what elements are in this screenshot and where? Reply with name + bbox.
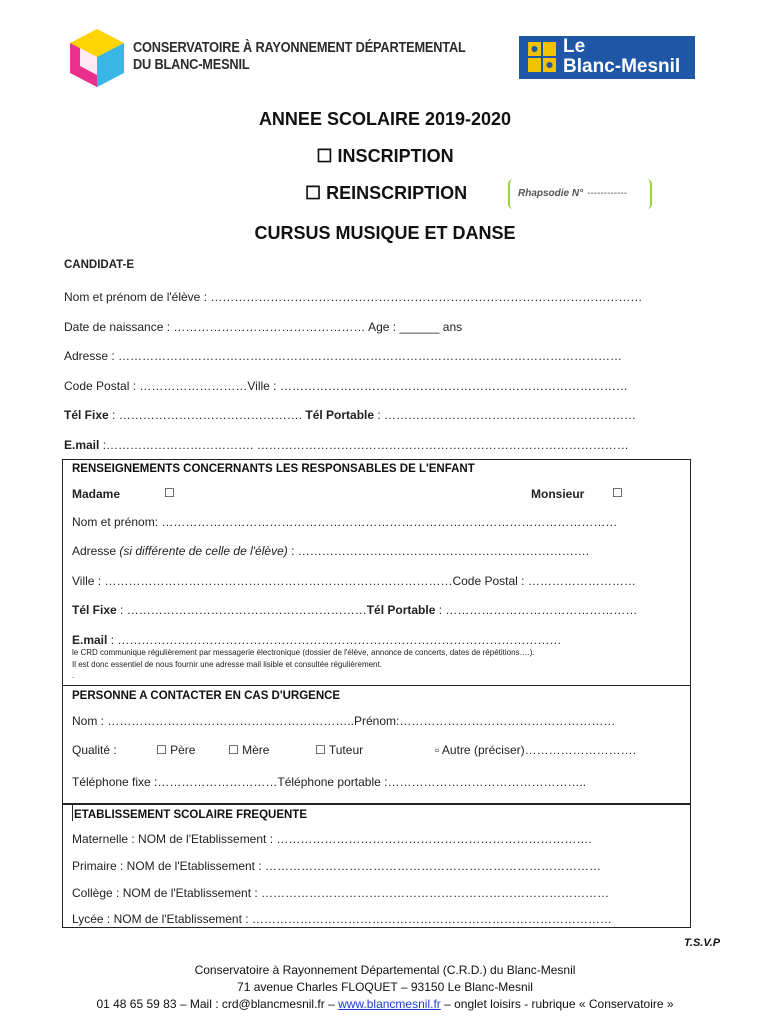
parent-tel-fixe-field[interactable]: : ……………………………………………………	[116, 603, 367, 617]
city-shield-icon	[527, 41, 557, 74]
footer-rubrique: – onglet loisirs - rubrique « Conservatoire »	[440, 997, 674, 1011]
tsvp-note: T.S.V.P	[684, 937, 721, 949]
parent-city-postal-field[interactable]: Ville : ……………………………………………………………………………Code Postal : ………………………	[72, 574, 636, 588]
parent-phone-row[interactable]	[72, 603, 637, 617]
tel-portable-label: Tél Portable	[305, 408, 375, 422]
student-email-row[interactable]	[64, 438, 629, 452]
parent-tel-portable-label: Tél Portable	[366, 603, 436, 617]
org-name-line1: CONSERVATOIRE À RAYONNEMENT DÉPARTEMENTAL	[133, 40, 466, 56]
cursus-title: CURSUS MUSIQUE ET DANSE	[254, 223, 516, 243]
monsieur-checkbox[interactable]: ☐	[612, 486, 623, 500]
org-name	[133, 40, 466, 74]
parent-email-field[interactable]: : …………………………………………………………………………………………………	[107, 633, 562, 647]
tel-portable-field[interactable]: : ………………………………………………………	[374, 408, 637, 422]
footer-line2: 71 avenue Charles FLOQUET – 93150 Le Blanc-Mesnil	[237, 980, 533, 994]
city-logo	[519, 36, 695, 79]
address-field[interactable]: Adresse : ………………………………………………………………………………………………………………	[64, 349, 623, 363]
urgence-heading: PERSONNE A CONTACTER EN CAS D'URGENCE	[72, 690, 341, 702]
student-phone-row[interactable]	[64, 408, 636, 422]
parent-tel-fixe-label: Tél Fixe	[72, 603, 117, 617]
birthdate-age-field[interactable]: Date de naissance : ………………………………………… Age : ______ ans	[64, 320, 463, 334]
parent-address-label: Adresse	[72, 544, 120, 558]
tel-fixe-field[interactable]: : ……………………………………….	[108, 408, 306, 422]
qualite-label: Qualité :	[72, 743, 117, 757]
mere-checkbox[interactable]: ☐ Mère	[228, 743, 270, 757]
email-note-line2: Il est donc essentiel de nous fournir une adresse mail lisible et consultée régulièrement.	[72, 660, 382, 669]
pere-checkbox[interactable]: ☐ Père	[156, 743, 196, 757]
footer-line1: Conservatoire à Rayonnement Départemental (C.R.D.) du Blanc-Mesnil	[194, 963, 576, 977]
postal-city-field[interactable]: Code Postal : ………………………Ville : ……………………………………………………………………………	[64, 379, 628, 393]
student-name-field[interactable]: Nom et prénom de l'élève : ………………………………………………………………………………………………	[64, 290, 643, 304]
primaire-field[interactable]: Primaire : NOM de l'Etablissement : …………………………………………………………………………	[72, 859, 602, 873]
parent-email-label: E.mail	[72, 633, 108, 647]
maternelle-field[interactable]: Maternelle : NOM de l'Etablissement : …………………………………………………………………….	[72, 832, 592, 846]
candidat-heading: CANDIDAT-E	[64, 259, 135, 271]
parent-name-field[interactable]: Nom et prénom: ……………………………………………………………………………………………………	[72, 515, 618, 529]
city-logo-line1: Le	[563, 36, 586, 57]
etablissement-heading: ETABLISSEMENT SCOLAIRE FREQUENTE	[74, 809, 307, 821]
parent-address-row[interactable]	[72, 544, 589, 558]
responsables-heading: RENSEIGNEMENTS CONCERNANTS LES RESPONSABLES DE L'ENFANT	[72, 463, 475, 475]
lycee-field[interactable]: Lycée : NOM de l'Etablissement : ………………………………………………………………………………	[72, 912, 612, 926]
tel-fixe-label: Tél Fixe	[64, 408, 109, 422]
urgence-phones-field[interactable]: Téléphone fixe :…………………………Téléphone portable :…………………………………………..	[72, 775, 587, 789]
rhapsodie-label: Rhapsodie N°	[518, 188, 584, 199]
footer-contact: 01 48 65 59 83 – Mail : crd@blancmesnil.fr –	[96, 997, 339, 1011]
parent-email-row[interactable]	[72, 633, 561, 647]
monsieur-label: Monsieur	[531, 487, 585, 501]
rhapsodie-value: ------------	[587, 188, 628, 199]
cursor-bar	[72, 805, 73, 821]
urgence-name-field[interactable]: Nom : ……………………………………………………..Prénom:………………………………………………	[72, 714, 616, 728]
inscription-checkbox[interactable]: ☐ INSCRIPTION	[316, 146, 454, 166]
email-note-line1: le CRD communique régulièrement par messagerie électronique (dossier de l'élève, annonce de concerts, dates de répétitions….).	[72, 648, 535, 657]
parent-address-note: (si différente de celle de l'élève)	[119, 544, 288, 558]
school-year-title: ANNEE SCOLAIRE 2019-2020	[258, 109, 512, 129]
reinscription-checkbox[interactable]: ☐ REINSCRIPTION	[305, 183, 468, 203]
tuteur-checkbox[interactable]: ☐ Tuteur	[315, 743, 364, 757]
city-logo-line2: Blanc-Mesnil	[563, 56, 681, 77]
email-label: E.mail	[64, 438, 100, 452]
footer-line3	[0, 995, 770, 1013]
madame-checkbox[interactable]: ☐	[164, 486, 175, 500]
org-name-line2: DU BLANC-MESNIL	[133, 57, 250, 73]
college-field[interactable]: Collège : NOM de l'Etablissement : ……………………………………………………………………………	[72, 886, 610, 900]
parent-address-field[interactable]: : ……………………………………………………………….	[287, 544, 590, 558]
parent-tel-portable-field[interactable]: : …………………………………………	[435, 603, 638, 617]
email-field[interactable]: :………………………………. …………………………………………………………………………………	[99, 438, 629, 452]
rhapsodie-number-box	[508, 179, 652, 209]
autre-checkbox[interactable]: ▫ Autre (préciser)……………………….	[435, 743, 636, 757]
website-link[interactable]: www.blancmesnil.fr	[338, 997, 441, 1011]
madame-label: Madame	[72, 487, 121, 501]
email-note-line3: .	[72, 671, 75, 680]
crd-logo-icon	[66, 27, 128, 89]
